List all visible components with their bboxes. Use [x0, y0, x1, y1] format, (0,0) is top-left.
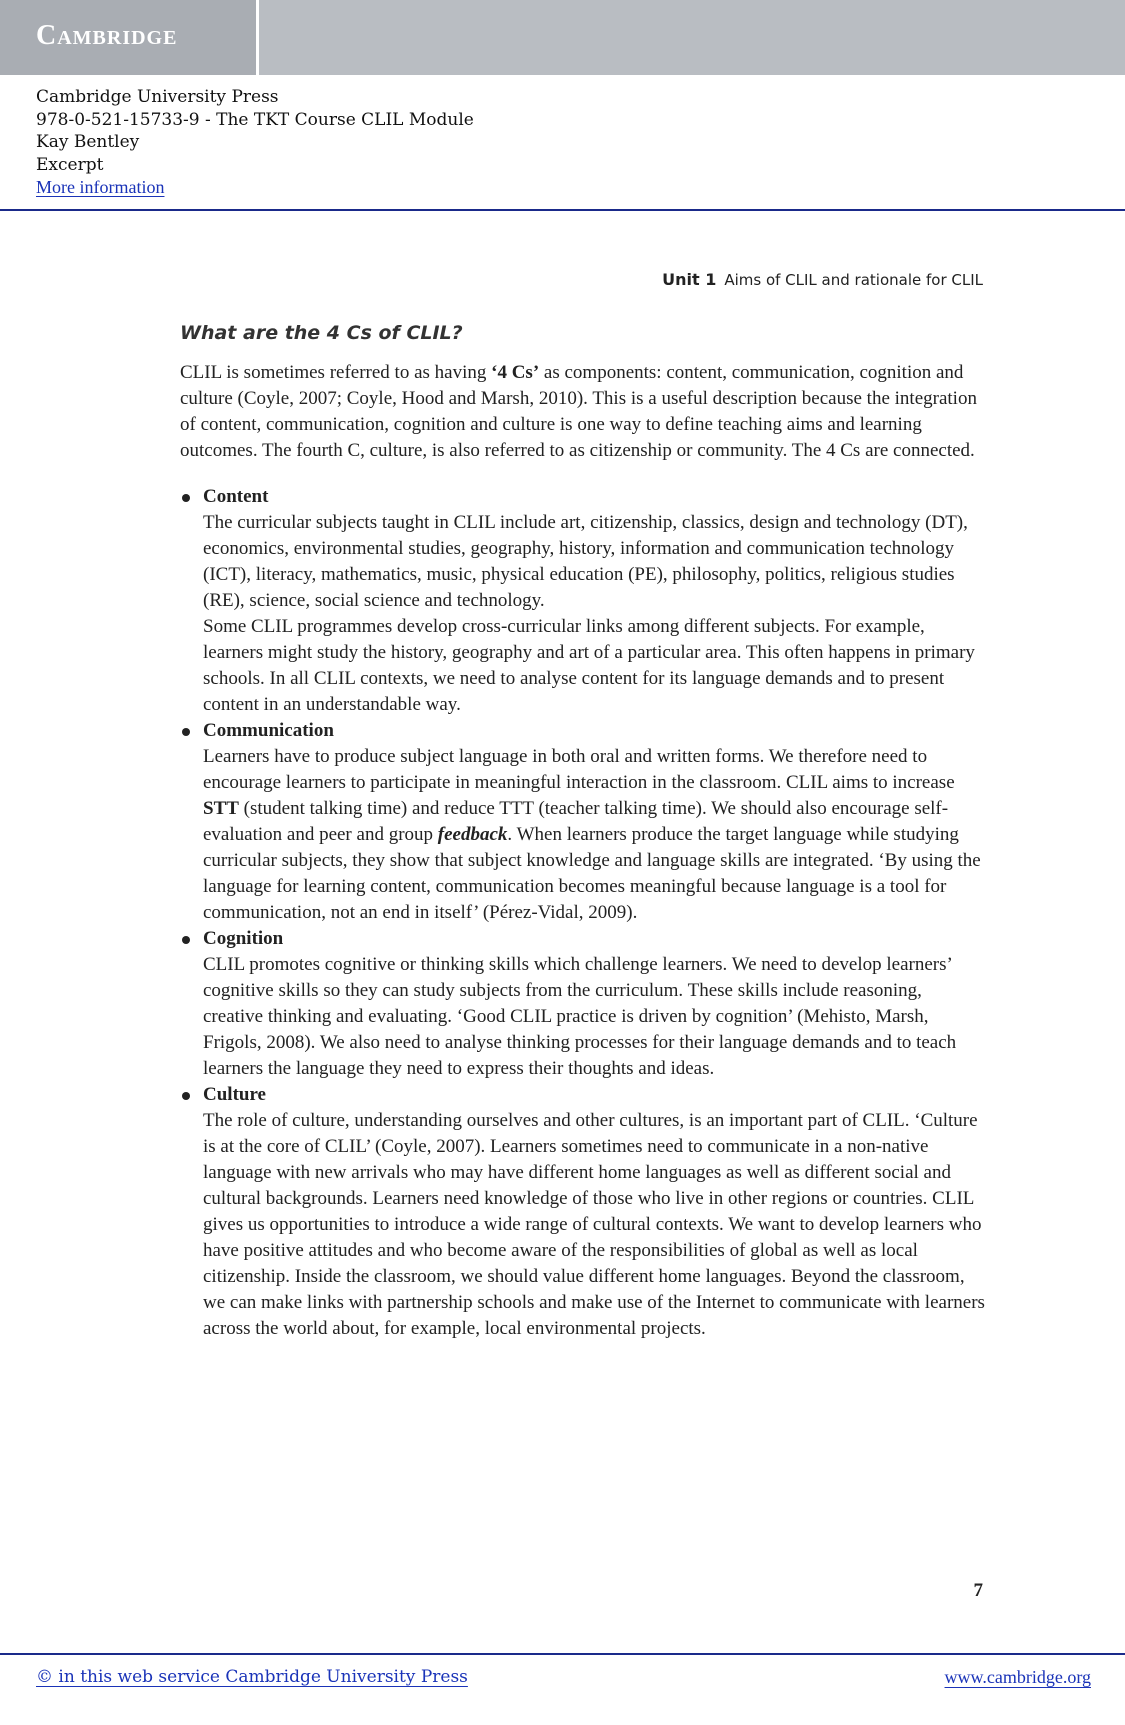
communication-text-b: (student talking time) and reduce TTT (teacher talking time). We should also encourage self-evaluation and peer and group — [203, 798, 949, 845]
communication-text-c: . When learners produce the target language while studying curricular subjects, they show that subject knowledge and language skills are integrated. ‘By using the language for learning content, communication becomes meaningful because language is a tool for communication, not an end in itself’ (Pérez-Vidal, 2009). — [203, 824, 981, 923]
culture-paragraph: The role of culture, understanding ourselves and other cultures, is an important part of CLIL. ‘Culture is at the core of CLIL’ (Coyle, 2007). Learners sometimes need to communicate in a non-native language with new arrivals who may have different home languages as well as different social and cultural backgrounds. Learners need knowledge of those who live in other regions or countries. CLIL gives us opportunities to introduce a wide range of cultural contexts. We want to develop learners who have positive attitudes and who become aware of the responsibilities of global as well as local citizenship. Inside the classroom, we should value different home languages. Beyond the classroom, we can make links with partnership schools and make use of the Internet to communicate with learners across the world about, for example, local environmental projects. — [203, 1110, 985, 1339]
list-item-content — [180, 484, 985, 718]
author-name: Kay Bentley — [36, 132, 140, 153]
bullet-heading-culture: Culture — [203, 1084, 266, 1105]
bullet-heading-communication: Communication — [203, 720, 334, 741]
more-information-link[interactable]: More information — [36, 177, 165, 198]
list-item-cognition — [180, 926, 985, 1082]
page-body — [180, 320, 985, 1342]
term-stt: STT — [203, 798, 239, 819]
footer-divider — [0, 1653, 1125, 1655]
website-link[interactable]: www.cambridge.org — [944, 1667, 1091, 1687]
intro-paragraph — [180, 360, 985, 464]
unit-title: Aims of CLIL and rationale for CLIL — [724, 271, 983, 289]
bullet-heading-content: Content — [203, 486, 269, 507]
four-cs-list — [180, 484, 985, 1342]
communication-text-a: Learners have to produce subject language in both oral and written forms. We therefore need to encourage learners to participate in meaningful interaction in the classroom. CLIL aims to increase — [203, 746, 955, 793]
isbn-title: 978-0-521-15733-9 - The TKT Course CLIL Module — [36, 109, 474, 130]
book-metadata — [36, 86, 474, 200]
term-feedback: feedback — [437, 824, 508, 845]
publisher-name: Cambridge University Press — [36, 87, 279, 107]
logo-text: Cambridge — [36, 20, 178, 51]
bullet-heading-cognition: Cognition — [203, 928, 284, 949]
cognition-paragraph: CLIL promotes cognitive or thinking skills which challenge learners. We need to develop learners’ cognitive skills so they can study subjects from the curriculum. These skills include reasoning, creative thinking and evaluating. ‘Good CLIL practice is driven by cognition’ (Mehisto, Marsh, Frigols, 2008). We also need to analyse thinking processes for their language demands and to teach learners the language they need to express their thoughts and ideas. — [203, 954, 957, 1079]
intro-term-4cs: ‘4 Cs’ — [491, 362, 540, 383]
page-number: 7 — [973, 1580, 983, 1601]
list-item-culture — [180, 1082, 985, 1342]
running-header — [662, 270, 983, 289]
header-divider — [0, 209, 1125, 211]
document-type: Excerpt — [36, 154, 104, 175]
intro-text-a: CLIL is sometimes referred to as having — [180, 362, 492, 383]
copyright-link[interactable]: © in this web service Cambridge University Press — [36, 1667, 468, 1687]
section-title: What are the 4 Cs of CLIL? — [180, 322, 463, 344]
content-paragraph-1: The curricular subjects taught in CLIL include art, citizenship, classics, design and technology (DT), economics, environmental studies, geography, history, information and communication technology (ICT), literacy, mathematics, music, physical education (PE), philosophy, politics, religious studies (RE), science, social science and technology. — [203, 512, 968, 611]
communication-paragraph — [203, 744, 985, 926]
top-banner — [0, 0, 1125, 75]
list-item-communication — [180, 718, 985, 926]
content-paragraph-2: Some CLIL programmes develop cross-curricular links among different subjects. For example, learners might study the history, geography and art of a particular area. This often happens in primary schools. In all CLIL contexts, we need to analyse content for its language demands and to present content in an understandable way. — [203, 616, 975, 715]
unit-label: Unit 1 — [662, 270, 717, 289]
intro-text-b: as components: content, communication, cognition and culture (Coyle, 2007; Coyle, Hood and Marsh, 2010). This is a useful description because the integration of content, communication, cognition and culture is one way to define teaching aims and learning outcomes. The fourth C, culture, is also referred to as citizenship or community. The 4 Cs are connected. — [180, 362, 977, 461]
cambridge-logo — [0, 0, 259, 75]
